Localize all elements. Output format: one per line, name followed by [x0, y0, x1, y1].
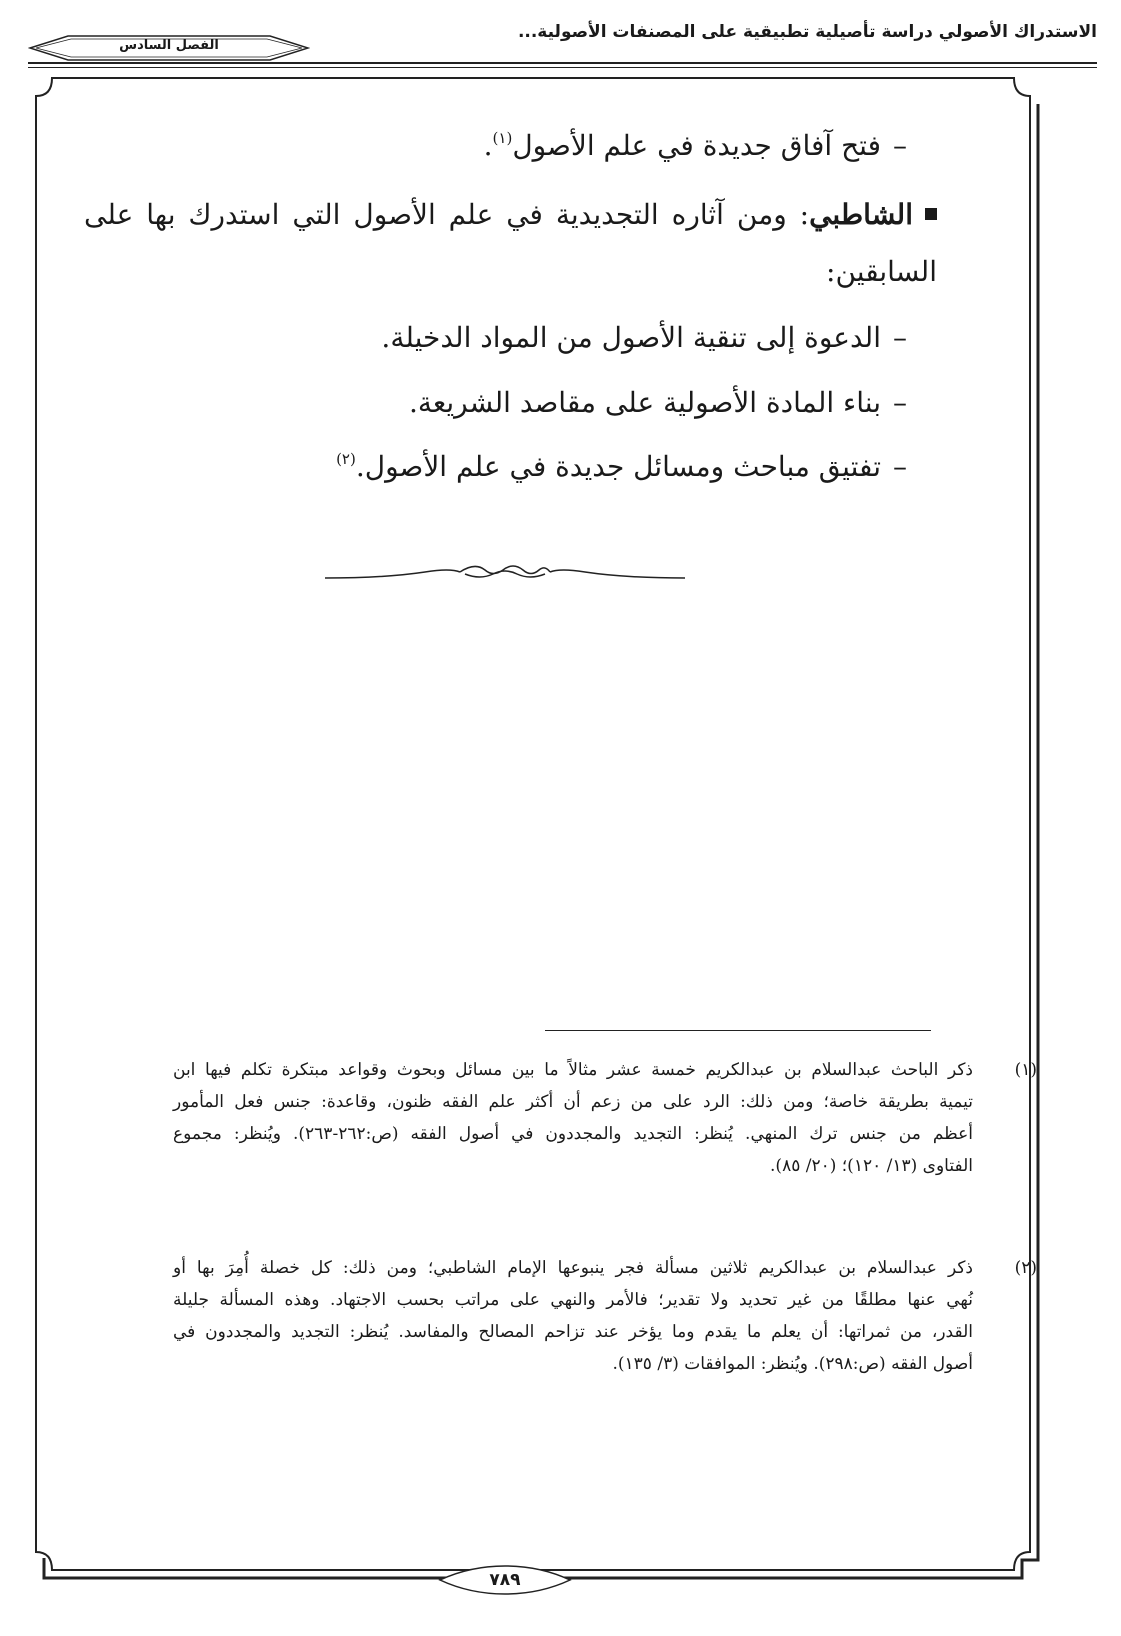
footnote-marker[interactable]: (٢) [336, 450, 356, 468]
bullet-line-3 [409, 383, 907, 423]
footnote-2-number: (٢) [1014, 1258, 1037, 1278]
line-text: فتح آفاق جديدة في علم الأصول [512, 129, 881, 162]
dash: – [893, 450, 907, 483]
footnote-line: الفتاوى (١٣/ ١٢٠)؛ (٢٠/ ٨٥). [770, 1156, 973, 1176]
running-title: الاستدراك الأصولي دراسة تأصيلية تطبيقية على المصنفات الأصولية... [517, 22, 1097, 42]
footnote-line: القدر، من ثمراتها: أن يعلم ما يقدم وما يؤخر عند تزاحم المصالح والمفاسد. يُنظر: التجديد والمجددون في [173, 1322, 973, 1342]
page-number: ٧٨٩ [489, 1570, 521, 1590]
dash: – [893, 386, 907, 419]
footnote-marker[interactable]: (١) [492, 129, 513, 147]
dash: – [893, 129, 907, 162]
line-text: الدعوة إلى تنقية الأصول من المواد الدخيلة. [381, 321, 881, 354]
chapter-title: الفصل السادس [119, 38, 219, 53]
footnote-line: أصول الفقه (ص:٢٩٨). ويُنظر: الموافقات (٣/ ١٣٥). [612, 1354, 973, 1374]
line-text: بناء المادة الأصولية على مقاصد الشريعة. [408, 386, 881, 419]
bullet-line-4 [336, 447, 907, 487]
line-tail: . [483, 129, 493, 162]
footnote-separator [545, 1030, 931, 1031]
footnote-1-number: (١) [1014, 1060, 1037, 1080]
paragraph-continuation: السابقين: [826, 255, 937, 288]
section-end-ornament-icon [325, 560, 685, 590]
shatibi-paragraph-line [84, 195, 937, 235]
footnote-line: نُهي عنها مطلقًا من غير تحديد ولا تقدير؛ فالأمر والنهي على مراتب بحسب الاجتهاد. وهذه المسألة جليلة [173, 1290, 973, 1310]
footnote-line: تيمية بطريقة خاصة؛ ومن ذلك: الرد على من زعم أن أكثر علم الفقه ظنون، وقاعدة: جنس فعل المأمور [173, 1092, 973, 1112]
scholar-name: الشاطبي [809, 198, 913, 231]
footnote-line: ذكر عبدالسلام بن عبدالكريم ثلاثين مسألة فجر ينبوعها الإمام الشاطبي؛ ومن ذلك: كل خصلة أُمِرَ بها أو [173, 1258, 973, 1278]
paragraph-text: : ومن آثاره التجديدية في علم الأصول التي استدرك بها على [84, 198, 810, 231]
main-text [37, 0, 907, 200]
dash: – [893, 321, 907, 354]
footnote-2 [173, 1252, 973, 1380]
footnote-line: أعظم من جنس ترك المنهي. يُنظر: التجديد والمجددون في أصول الفقه (ص:٢٦٢-٢٦٣). ويُنظر: مجموع [173, 1124, 973, 1144]
bullet-line-1 [484, 126, 907, 166]
line-text: تفتيق مباحث ومسائل جديدة في علم الأصول. [355, 450, 881, 483]
bullet-line-2 [381, 318, 907, 358]
footnote-1 [173, 1054, 973, 1182]
square-bullet-icon [925, 208, 937, 220]
footnote-line: ذكر الباحث عبدالسلام بن عبدالكريم خمسة عشر مثالاً ما بين مسائل وبحوث وقواعد مبتكرة تكلم فيها ابن [173, 1060, 973, 1080]
